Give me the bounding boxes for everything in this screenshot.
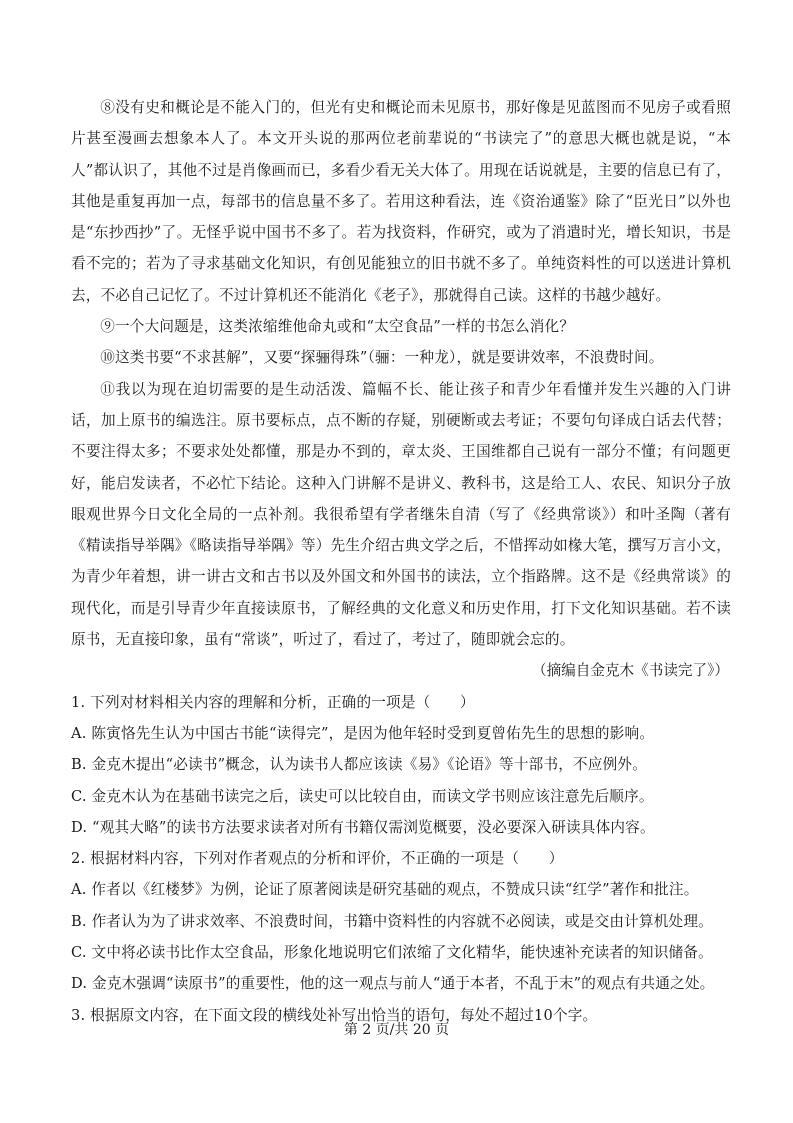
source-citation: （摘编自金克木《书读完了》） [531,662,729,680]
paragraph-11: ⑪我以为现在迫切需要的是生动活泼、篇幅不长、能让孩子和青少年看懂并发生兴趣的入门讲话，加上原书的编选注。原书要标点，点不断的存疑，别硬断或去考证；不要句句译成白话去代替；不要注得太多；不要求处处都懂，那是办不到的，章太炎、王国维都自己说有一部分不懂；有问题更好，能启发读者，不必忙下结论。这种入门讲解不是讲义、教科书，这是给工人、农民、知识分子放眼观世界今日文化全局的一点补剂。我很希望有学者继朱自清（写了《经典常谈》）和叶圣陶（著有《精读指导举隅》《略读指导举隅》等）先生介绍古典文学之后，不惜挥动如椽大笔，撰写万言小文，为青少年着想，讲一讲古文和古书以及外国文和外国书的读法，立个指路牌。这不是《经典常谈》的现代化，而是引导青少年直接读原书，了解经典的文化意义和历史作用，打下文化知识基础。若不读原书，无直接印象，虽有“常谈”，听过了，看过了，考过了，随即就会忘的。 [71,380,731,649]
question-1 [71,687,731,843]
question-2 [71,843,731,999]
page-footer: 第 2 页/共 20 页 [343,1022,450,1038]
paragraph-9: ⑨一个大问题是，这类浓缩维他命丸或和“太空食品”一样的书怎么消化？ [100,318,575,336]
option-c: C. 金克木认为在基础书读完之后，读史可以比较自由，而读文学书则应该注意先后顺序。 [71,787,654,805]
option-d: D. 金克木强调“读原书”的重要性，他的这一观点与前人“通于本者，不乱于末”的观点有共通之处。 [71,975,715,993]
option-a: A. 陈寅恪先生认为中国古书能“读得完”，是因为他年轻时受到夏曾佑先生的思想的影响。 [71,724,655,742]
option-c: C. 文中将必读书比作太空食品，形象化地说明它们浓缩了文化精华，能快速补充读者的知识储备。 [71,944,713,962]
option-d: D. “观其大略”的读书方法要求读者对所有书籍仅需浏览概要，没必要深入研读具体内容。 [71,818,655,836]
question-stem: 3. 根据原文内容，在下面文段的横线处补写出恰当的语句，每处不超过10个字。 [71,1006,598,1024]
paragraph-10: ⑩这类书要“不求甚解”，又要“探骊得珠”（骊：一种龙），就是要讲效率，不浪费时间。 [100,349,664,367]
paragraph-8: ⑧没有史和概论是不能入门的，但光有史和概论而未见原书，那好像是见蓝图而不见房子或看照片甚至漫画去想象本人了。本文开头说的那两位老前辈说的“书读完了”的意思大概也就是说，“本人”都认识了，其他不过是肖像画而已，多看少看无关大体了。用现在话说就是，主要的信息已有了，其他是重复再加一点，每部书的信息量不多了。若用这种看法，连《资治通鉴》除了“臣光日”以外也是“东抄西抄”了。无怪乎说中国书不多了。若为找资料，作研究，或为了消遣时光，增长知识，书是看不完的；若为了寻求基础文化知识，有创见能独立的旧书就不多了。单纯资料性的可以送进计算机去，不必自己记忆了。不过计算机还不能消化《老子》，那就得自己读。这样的书越少越好。 [71,99,731,304]
question-stem: 1. 下列对材料相关内容的理解和分析，正确的一项是（ ） [71,693,475,711]
option-b: B. 作者认为为了讲求效率、不浪费时间，书籍中资料性的内容就不必阅读，或是交由计算机处理。 [71,912,713,930]
question-stem: 2. 根据材料内容，下列对作者观点的分析和评价，不正确的一项是（ ） [71,850,564,868]
page-content [71,92,731,1031]
option-a: A. 作者以《红楼梦》为例，论证了原著阅读是研究基础的观点，不赞成只读“红学”著作和批注。 [71,881,699,899]
option-b: B. 金克木提出“必读书”概念，认为读书人都应该读《易》《论语》等十部书，不应例外。 [71,756,647,774]
